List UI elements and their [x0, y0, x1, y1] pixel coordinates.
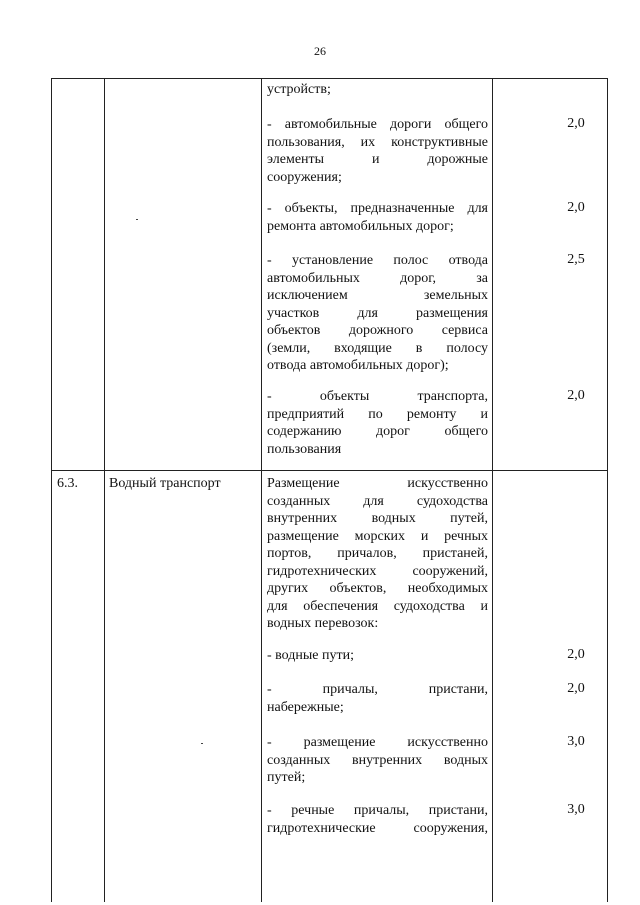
table-border-top	[51, 78, 608, 79]
item-value: 2,0	[567, 388, 585, 403]
list-item: - автомобильные дороги общего пользования, их конструктивные элементы и дорожные сооружения;	[267, 117, 488, 185]
scan-speck	[136, 219, 138, 220]
column-divider-3	[492, 78, 493, 902]
scan-speck	[201, 743, 203, 744]
list-item: - объекты, предназначенные для ремонта автомобильных дорог;	[267, 201, 488, 234]
column-divider-1	[104, 78, 105, 902]
item-value: 2,0	[567, 200, 585, 215]
section-number: 6.3.	[57, 476, 78, 491]
item-value: 2,0	[567, 681, 585, 696]
page-number: 26	[314, 44, 326, 58]
row-divider	[51, 470, 608, 471]
item-value: 2,5	[567, 252, 585, 267]
column-divider-2	[261, 78, 262, 902]
list-item: - объекты транспорта, предприятий по ремонту и содержанию дорог общего пользования	[267, 389, 488, 457]
item-value: 3,0	[567, 734, 585, 749]
land-use-table	[51, 78, 608, 902]
item-value: 2,0	[567, 116, 585, 131]
list-item: - водные пути;	[267, 648, 355, 663]
table-border-left	[51, 78, 52, 902]
section-description: Размещение искусственно созданных для судоходства внутренних водных путей, размещение морских и речных портов, причалов, пристаней, гидротехнических сооружений, других объектов, необходимых для обеспечения судоходства и водных перевозок:	[267, 476, 488, 631]
item-value: 2,0	[567, 647, 585, 662]
continuation-intro: устройств;	[267, 82, 331, 97]
list-item: - речные причалы, пристани, гидротехнические сооружения,	[267, 803, 488, 836]
list-item: - размещение искусственно созданных внутренних водных путей;	[267, 735, 488, 785]
section-name: Водный транспорт	[109, 476, 221, 491]
list-item: - установление полос отвода автомобильных дорог, за исключением земельных участков для размещения объектов дорожного сервиса (земли, входящие в полосу отвода автомобильных дорог);	[267, 253, 488, 373]
list-item: - причалы, пристани, набережные;	[267, 682, 488, 715]
item-value: 3,0	[567, 802, 585, 817]
